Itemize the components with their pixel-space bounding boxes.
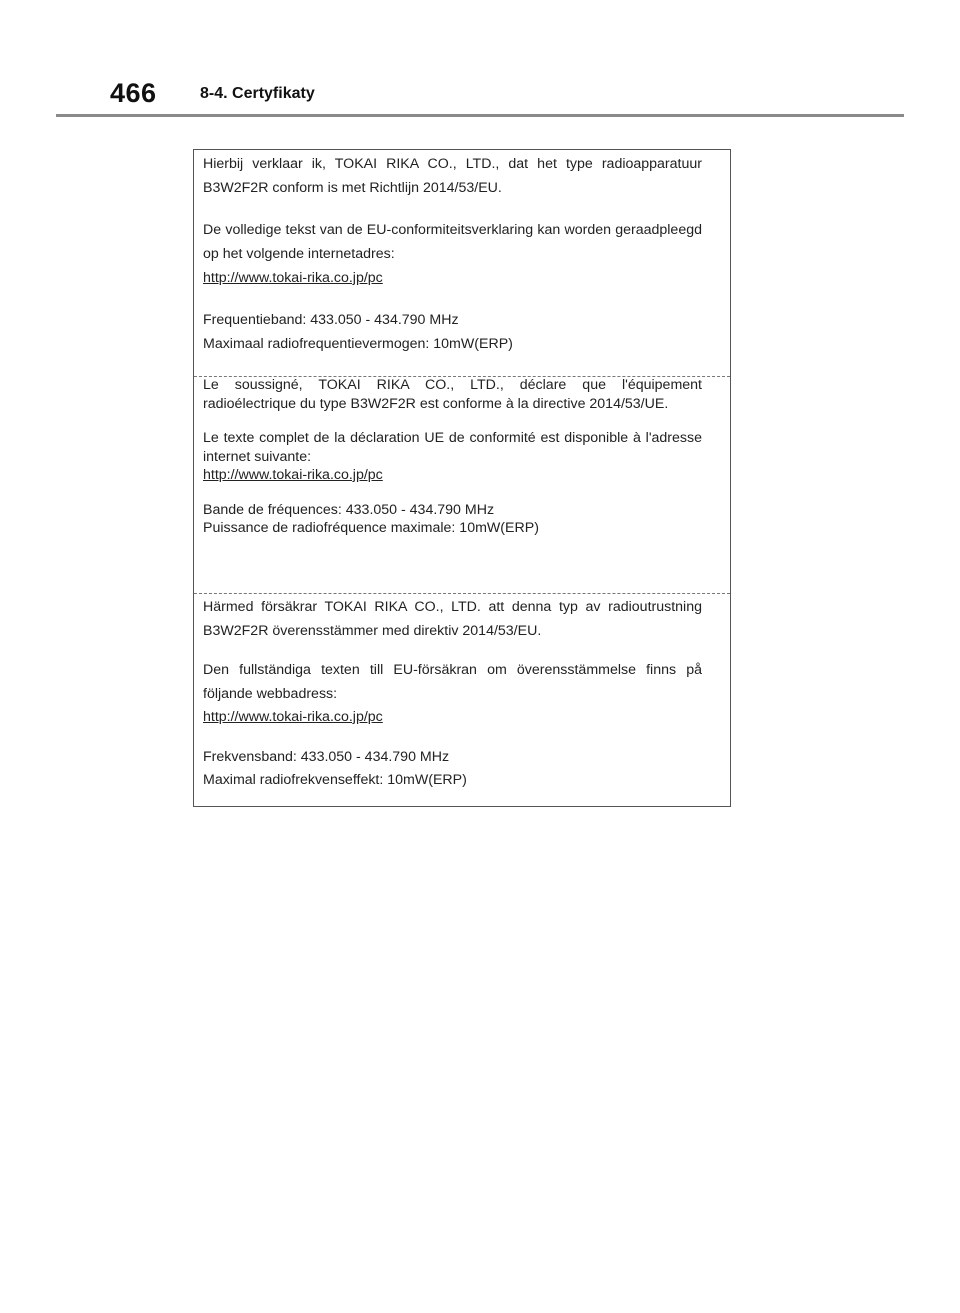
- declaration-link[interactable]: http://www.tokai-rika.co.jp/pc: [203, 467, 383, 483]
- certificate-block-french: [194, 376, 730, 538]
- certificate-block-dutch: [194, 152, 730, 356]
- declaration-text: Le soussigné, TOKAI RIKA CO., LTD., déclare que l'équipement radioélectrique du type B3W2F2R est conforme à la directive 2014/53/UE.: [203, 377, 702, 412]
- block-separator: [194, 593, 730, 594]
- header-rule: [56, 114, 904, 117]
- certificate-block-swedish: [194, 596, 730, 793]
- full-text-note: Le texte complet de la déclaration UE de conformité est disponible à l'adresse internet suivante:: [203, 430, 702, 465]
- frequency-band: Frekvensband: 433.050 - 434.790 MHz: [203, 748, 450, 765]
- section-title: 8-4. Certyfikaty: [200, 85, 315, 102]
- full-text-note: De volledige tekst van de EU-conformiteitsverklaring kan worden geraadpleegd op het volgende internetadres:: [203, 222, 702, 262]
- declaration-text: Hierbij verklaar ik, TOKAI RIKA CO., LTD., dat het type radioapparatuur B3W2F2R conform is met Richtlijn 2014/53/EU.: [203, 156, 702, 196]
- declaration-link[interactable]: http://www.tokai-rika.co.jp/pc: [203, 270, 383, 286]
- declaration-text: Härmed försäkrar TOKAI RIKA CO., LTD. att denna typ av radioutrustning B3W2F2R överensstämmer med direktiv 2014/53/EU.: [203, 599, 702, 639]
- declaration-link[interactable]: http://www.tokai-rika.co.jp/pc: [203, 709, 383, 725]
- frequency-band: Frequentieband: 433.050 - 434.790 MHz: [203, 312, 459, 328]
- full-text-note: Den fullständiga texten till EU-försäkran om överensstämmelse finns på följande webbadress:: [203, 662, 702, 702]
- page-header: [56, 74, 904, 118]
- max-power: Puissance de radiofréquence maximale: 10mW(ERP): [203, 520, 539, 536]
- max-power: Maximal radiofrekvenseffekt: 10mW(ERP): [203, 772, 467, 788]
- certificate-box: [193, 149, 731, 807]
- max-power: Maximaal radiofrequentievermogen: 10mW(ERP): [203, 336, 513, 352]
- frequency-band: Bande de fréquences: 433.050 - 434.790 MHz: [203, 501, 495, 518]
- page-number: 466: [110, 78, 157, 108]
